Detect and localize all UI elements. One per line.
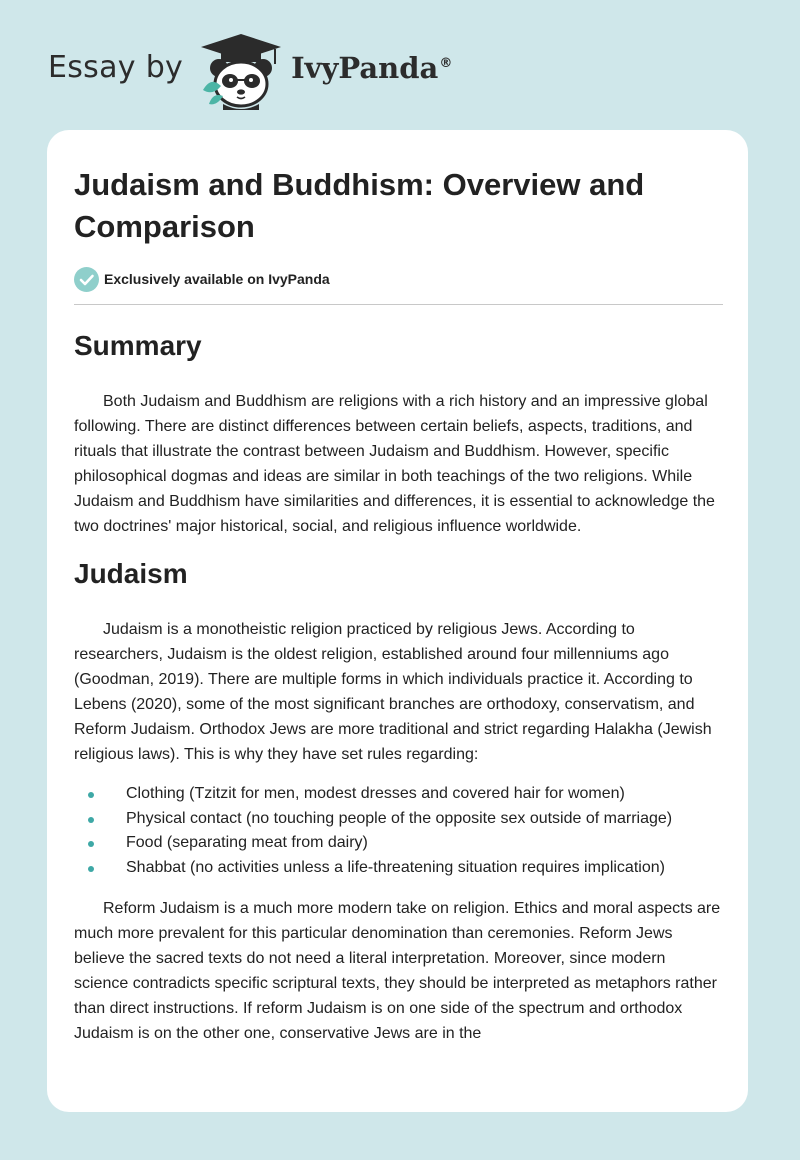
bullet-icon xyxy=(88,866,94,872)
section-heading-judaism: Judaism xyxy=(74,558,188,589)
article-title: Judaism and Buddhism: Overview and Comparison xyxy=(74,167,645,244)
list-item-text: Physical contact (no touching people of the opposite sex outside of marriage) xyxy=(126,809,673,827)
list-item xyxy=(74,856,723,881)
bullet-icon xyxy=(88,841,94,847)
list-item-text: Clothing (Tzitzit for men, modest dresses and covered hair for women) xyxy=(126,785,625,802)
judaism-paragraph-2: Reform Judaism is a much more modern take on religion. Ethics and moral aspects are much more prevalent for this particular denomination than ceremonies. Reform Jews believe the sacred texts do not need a literal interpretation. Moreover, since modern science contradicts specific scriptural texts, they should be interpreted as metaphors rather than direct instructions. If reform Judaism is on one side of the spectrum and orthodox Judaism is on the other one, conservative Jews are in the xyxy=(74,900,721,1042)
list-item-text: Food (separating meat from dairy) xyxy=(126,834,368,851)
orthodox-rules-list xyxy=(74,782,723,880)
check-circle-icon xyxy=(74,267,99,292)
article-content xyxy=(74,164,723,1046)
summary-paragraph: Both Judaism and Buddhism are religions with a rich history and an impressive global following. There are distinct differences between certain beliefs, aspects, traditions, and rituals that illustrate the contrast between Judaism and Buddhism. However, specific philosophical dogmas and ideas are similar in both teachings of the two religions. While Judaism and Buddhism have similarities and differences, it is essential to acknowledge the two doctrines' major historical, social, and religious influence worldwide. xyxy=(74,393,715,535)
exclusive-badge xyxy=(74,266,723,292)
brand-name-text: IvyPanda xyxy=(291,51,439,85)
brand-header[interactable] xyxy=(48,30,452,110)
registered-mark: ® xyxy=(439,56,453,72)
exclusive-label: Exclusively available on IvyPanda xyxy=(104,271,330,287)
judaism-paragraph-1: Judaism is a monotheistic religion practiced by religious Jews. According to researchers, Judaism is the oldest religion, established around four millenniums ago (Goodman, 2019). There are multiple forms in which individuals practice it. According to Lebens (2020), some of the most significant branches are orthodoxy, conservatism, and Reform Judaism. Orthodox Jews are more traditional and strict regarding Halakha (Jewish religious laws). This is why they have set rules regarding: xyxy=(74,621,712,763)
title-divider xyxy=(74,304,723,305)
list-item xyxy=(74,782,723,807)
list-item-text: Shabbat (no activities unless a life-threatening situation requires implication) xyxy=(126,858,665,876)
section-heading-summary: Summary xyxy=(74,330,202,361)
panda-graduate-logo-icon xyxy=(197,30,285,110)
bullet-icon xyxy=(88,792,94,798)
brand-name xyxy=(291,51,452,85)
list-item xyxy=(74,807,723,832)
list-item xyxy=(74,831,723,856)
article-card xyxy=(47,130,748,1112)
brand-prefix: Essay by xyxy=(48,49,184,85)
bullet-icon xyxy=(88,817,94,823)
